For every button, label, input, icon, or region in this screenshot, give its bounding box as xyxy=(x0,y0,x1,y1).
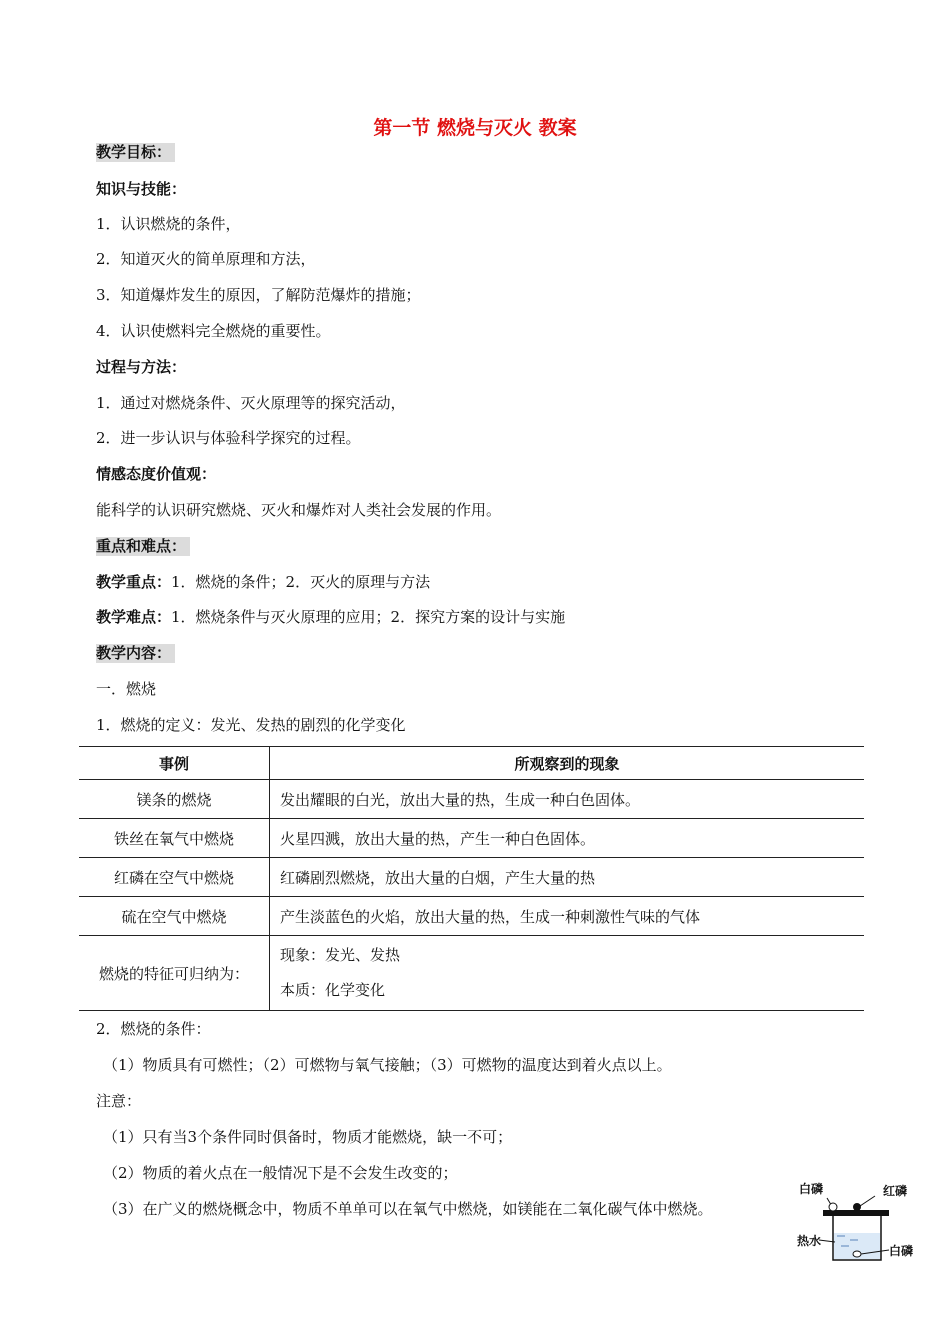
table-header-row xyxy=(79,747,864,780)
emotion-heading: 情感态度价值观： xyxy=(96,465,217,483)
difficulty-line xyxy=(96,606,565,627)
combustion-table xyxy=(79,746,864,1011)
process-heading: 过程与方法： xyxy=(96,358,187,376)
focus-text: 1．燃烧的条件；2．灭火的原理与方法 xyxy=(171,573,431,591)
knowledge-item: 1．认识燃烧的条件， xyxy=(96,215,241,233)
difficulty-text: 1．燃烧条件与灭火原理的应用；2．探究方案的设计与实施 xyxy=(171,608,566,626)
label-white-phosphorus-top: 白磷 xyxy=(799,1182,824,1196)
note-label: 注意： xyxy=(96,1092,142,1110)
experiment-diagram xyxy=(795,1178,920,1268)
process-item: 1．通过对燃烧条件、灭火原理等的探究活动， xyxy=(96,394,406,412)
table-cell-example: 红磷在空气中燃烧 xyxy=(79,858,270,897)
summary-cell xyxy=(270,936,865,1011)
white-phosphorus-top xyxy=(829,1203,837,1211)
table-cell-phenomenon: 产生淡蓝色的火焰，放出大量的热，生成一种刺激性气味的气体 xyxy=(270,897,865,936)
note-item: （2）物质的着火点在一般情况下是不会发生改变的； xyxy=(103,1164,458,1182)
emotion-text: 能科学的认识研究燃烧、灭火和爆炸对人类社会发展的作用。 xyxy=(96,501,502,519)
table-cell-example: 硫在空气中燃烧 xyxy=(79,897,270,936)
process-item: 2．进一步认识与体验科学探究的过程。 xyxy=(96,429,361,447)
red-phosphorus xyxy=(853,1203,861,1211)
table-cell-example: 铁丝在氧气中燃烧 xyxy=(79,819,270,858)
content-heading: 教学内容： xyxy=(96,642,175,663)
summary-label: 燃烧的特征可归纳为： xyxy=(79,936,270,1011)
summary-essence: 本质：化学变化 xyxy=(280,981,386,999)
table-header: 所观察到的现象 xyxy=(270,747,865,780)
knowledge-item: 3．知道爆炸发生的原因，了解防范爆炸的措施； xyxy=(96,286,421,304)
table-header: 事例 xyxy=(79,747,270,780)
table-row xyxy=(79,897,864,936)
objectives-heading: 教学目标： xyxy=(96,141,175,162)
table-row xyxy=(79,858,864,897)
conditions-heading: 2．燃烧的条件： xyxy=(96,1020,211,1038)
white-phosphorus-bottom xyxy=(853,1251,861,1257)
page-title: 第一节 燃烧与灭火 教案 xyxy=(373,117,577,139)
label-white-phosphorus-bottom: 白磷 xyxy=(889,1244,914,1258)
knowledge-item: 2．知道灭火的简单原理和方法， xyxy=(96,250,316,268)
focus-label: 教学重点： xyxy=(96,573,172,591)
conditions-text: （1）物质具有可燃性；（2）可燃物与氧气接触；（3）可燃物的温度达到着火点以上。 xyxy=(103,1056,672,1074)
label-hot-water: 热水 xyxy=(797,1234,822,1248)
knowledge-heading: 知识与技能： xyxy=(96,180,187,198)
note-item: （3）在广义的燃烧概念中，物质不单单可以在氧气中燃烧，如镁能在二氧化碳气体中燃烧。 xyxy=(103,1200,713,1218)
key-points-heading: 重点和难点： xyxy=(96,535,190,556)
note-item: （1）只有当3个条件同时俱备时，物质才能燃烧，缺一不可； xyxy=(103,1128,513,1146)
difficulty-label: 教学难点： xyxy=(96,608,172,626)
table-summary-row xyxy=(79,936,864,1011)
focus-line xyxy=(96,571,430,592)
table-row xyxy=(79,819,864,858)
label-red-phosphorus: 红磷 xyxy=(883,1184,908,1198)
definition-line: 1．燃烧的定义：发光、发热的剧烈的化学变化 xyxy=(96,716,406,734)
summary-phenomenon: 现象：发光、发热 xyxy=(280,946,401,964)
table-cell-phenomenon: 火星四溅，放出大量的热，产生一种白色固体。 xyxy=(270,819,865,858)
table-row xyxy=(79,780,864,819)
section-heading: 一．燃烧 xyxy=(96,680,157,698)
knowledge-item: 4．认识使燃料完全燃烧的重要性。 xyxy=(96,322,331,340)
table-cell-phenomenon: 发出耀眼的白光，放出大量的热，生成一种白色固体。 xyxy=(270,780,865,819)
table-cell-example: 镁条的燃烧 xyxy=(79,780,270,819)
table-cell-phenomenon: 红磷剧烈燃烧，放出大量的白烟，产生大量的热 xyxy=(270,858,865,897)
